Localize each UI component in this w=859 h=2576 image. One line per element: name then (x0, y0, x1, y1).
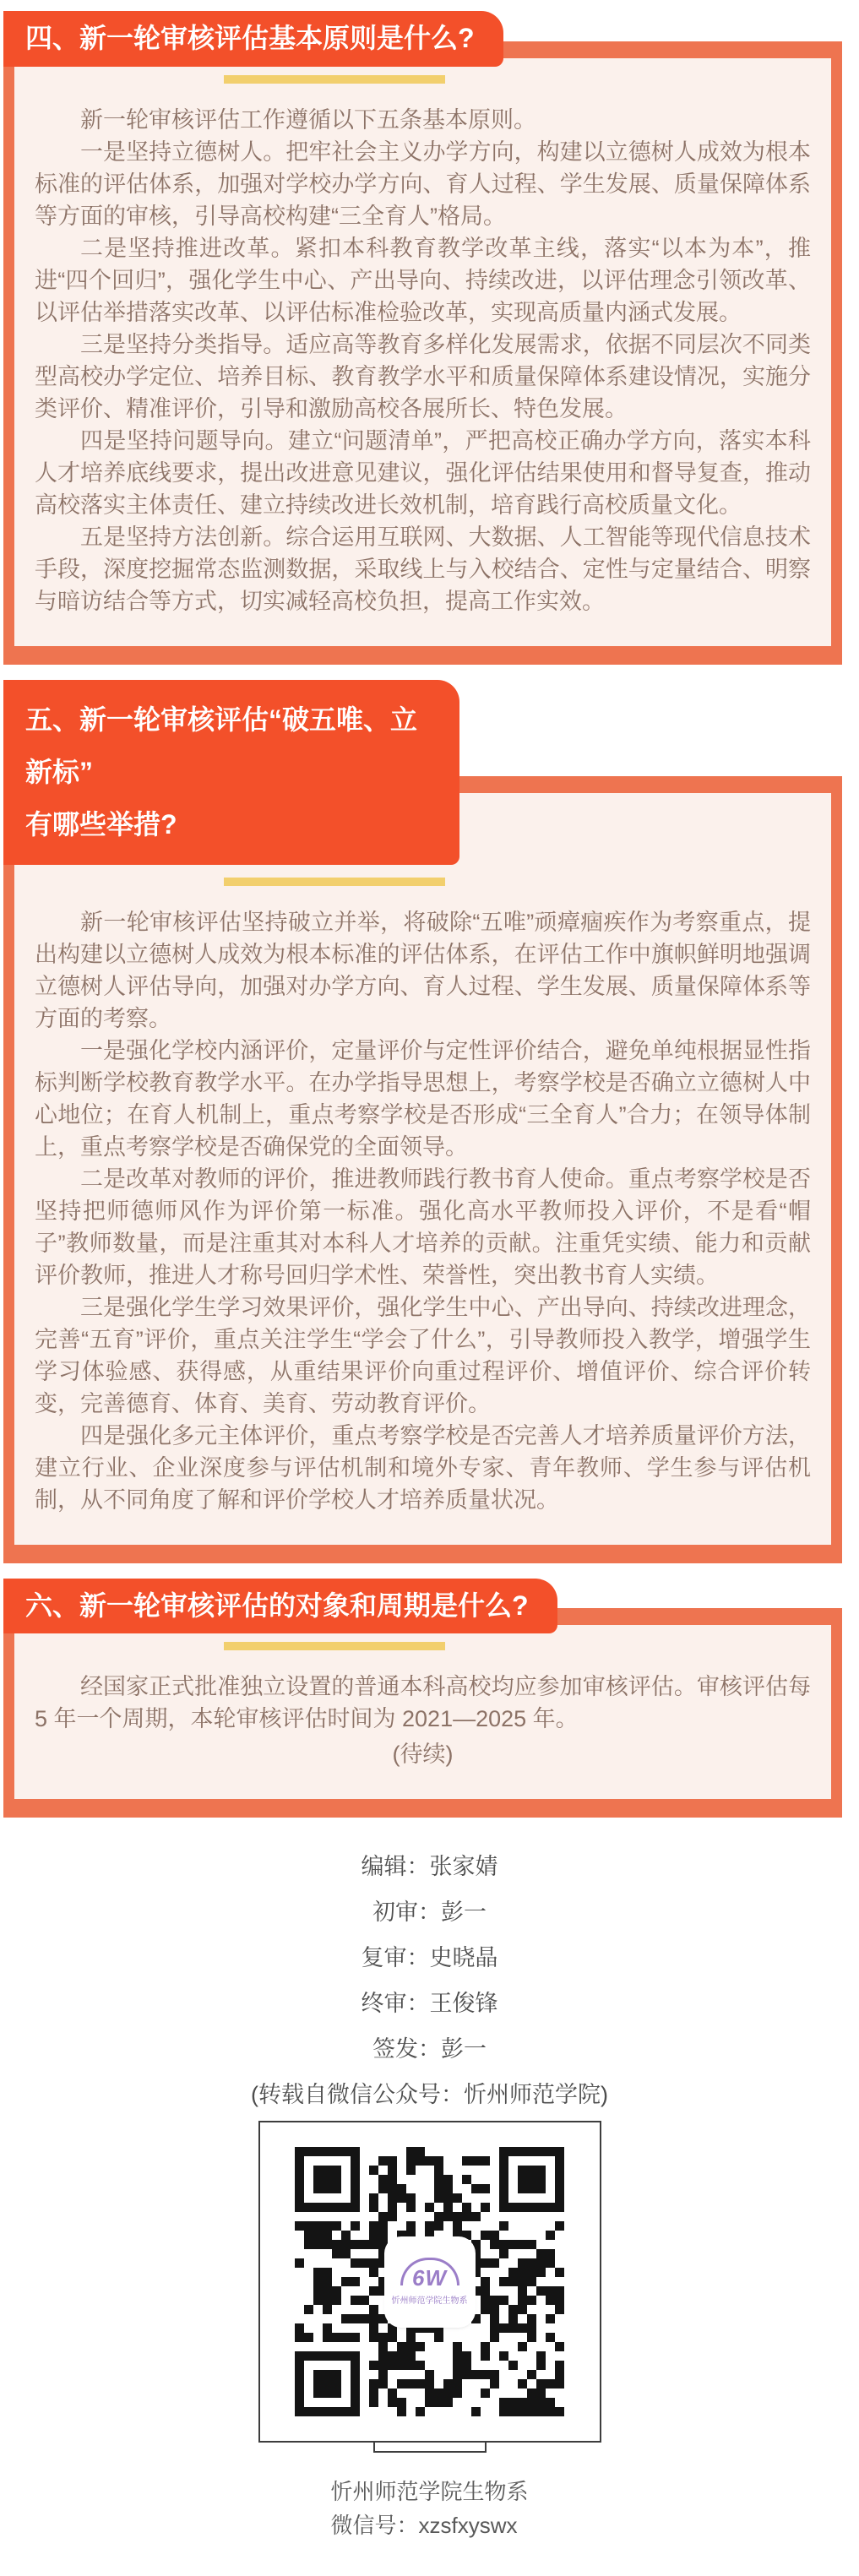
qr-notch (373, 2441, 487, 2453)
paragraph: 五是坚持方法创新。综合运用互联网、大数据、人工智能等现代信息技术手段，深度挖掘常态监测数据，采取线上与入校结合、定性与定量结合、明察与暗访结合等方式，切实减轻高校负担，提高工作实效。 (35, 524, 811, 614)
paragraph: 一是强化学校内涵评价，定量评价与定性评价结合，避免单纯根据显性指标判断学校教育教学水平。在办学指导思想上，考察学校是否确立立德树人中心地位；在育人机制上，重点考察学校是否形成“三全育人”合力；在领导体制上，重点考察学校是否确保党的全面领导。 (35, 1037, 811, 1160)
accent-bar (224, 1642, 445, 1650)
credit-line-first-review: 初审：彭一 (372, 1899, 487, 1926)
accent-bar (224, 75, 445, 84)
credit-line-final-review: 终审：王俊锋 (361, 1991, 498, 2017)
section-six (3, 1579, 842, 1818)
paragraph: 二是改革对教师的评价，推进教师践行教书育人使命。重点考察学校是否坚持把师德师风作为评价第一标准。强化高水平教师投入评价，不是看“帽子”教师数量，而是注重其对本科人才培养的贡献。注重凭实绩、能力和贡献评价教师，推进人才称号回归学术性、荣誉性，突出教书育人实绩。 (35, 1166, 811, 1288)
paragraph: 三是强化学生学习效果评价，强化学生中心、产出导向、持续改进理念，完善“五育”评价，重点关注学生“学会了什么”，引导教师投入教学，增强学生学习体验感、获得感，从重结果评价向重过程评价、增值评价、综合评价转变，完善德育、体育、美育、劳动教育评价。 (35, 1294, 811, 1416)
qr-code (291, 2143, 568, 2421)
section-six-tab-row (3, 1579, 842, 1634)
paragraph: 一是坚持立德树人。把牢社会主义办学方向，构建以立德树人成效为根本标准的评估体系，加强对学校办学方向、育人过程、学生发展、质量保障体系等方面的审核，引导高校构建“三全育人”格局。 (35, 139, 811, 229)
logo-arc-icon (400, 2258, 459, 2285)
to-be-continued-note: (待续) (392, 1742, 454, 1768)
repost-source-note: (转载自微信公众号：忻州师范学院) (251, 2082, 608, 2108)
credits-block (0, 1848, 859, 2109)
section-four-title: 四、新一轮审核评估基本原则是什么? (3, 11, 503, 67)
paragraph: 新一轮审核评估工作遵循以下五条基本原则。 (80, 106, 536, 133)
section-five-tab-row (3, 680, 842, 865)
paragraph: 三是坚持分类指导。适应高等教育多样化发展需求，依据不同层次不同类型高校办学定位、培养目标、教育教学水平和质量保障体系建设情况，实施分类评价、精准评价，引导和激励高校各展所长、特色发展。 (35, 331, 811, 421)
section-five-title-line1: 五、新一轮审核评估“破五唯、立新标” (25, 704, 418, 787)
section-five-title-line2: 有哪些举措? (25, 809, 177, 840)
section-four-panel (3, 41, 842, 665)
paragraph: 新一轮审核评估坚持破立并举，将破除“五唯”顽瘴痼疾作为考察重点，提出构建以立德树人成效为根本标准的评估体系，在评估工作中旗帜鲜明地强调立德树人评估导向，加强对办学方向、育人过程、学生发展、质量保障体系等方面的考察。 (35, 909, 811, 1031)
section-six-panel (3, 1608, 842, 1818)
footer-caption (0, 2475, 859, 2542)
qr-code-frame (258, 2121, 601, 2443)
section-four-tab-row (3, 11, 842, 67)
account-name: 忻州师范学院生物系 (330, 2479, 529, 2505)
credit-line-editor: 编辑：张家婧 (361, 1854, 498, 1880)
section-five (3, 680, 842, 1563)
section-four-content (14, 58, 831, 646)
section-six-content (14, 1625, 831, 1799)
wechat-id: 微信号：xzsfxyswx (330, 2513, 518, 2539)
accent-bar (224, 878, 445, 886)
paragraph: 二是坚持推进改革。紧扣本科教育教学改革主线，落实“以本为本”，推进“四个回归”，强化学生中心、产出导向、持续改进，以评估理念引领改革、以评估举措落实改革、以评估标准检验改革，实现高质量内涵式发展。 (35, 235, 811, 325)
paragraph: 四是强化多元主体评价，重点考察学校是否完善人才培养质量评价方法，建立行业、企业深度参与评估机制和境外专家、青年教师、学生参与评估机制，从不同角度了解和评价学校人才培养质量状况。 (35, 1422, 811, 1513)
paragraph: 四是坚持问题导向。建立“问题清单”，严把高校正确办学方向，落实本科人才培养底线要求，提出改进意见建议，强化评估结果使用和督导复查，推动高校落实主体责任、建立持续改进长效机制，培育践行高校质量文化。 (35, 427, 811, 518)
credit-line-issuer: 签发：彭一 (372, 2036, 487, 2062)
logo-mark: 6W (412, 2265, 447, 2291)
paragraph: 经国家正式批准独立设置的普通本科高校均应参加审核评估。审核评估每 5 年一个周期，本轮审核评估时间为 2021—2025 年。 (35, 1674, 811, 1732)
section-five-content (14, 793, 831, 1545)
section-six-title: 六、新一轮审核评估的对象和周期是什么? (3, 1579, 557, 1634)
qr-center-logo (388, 2240, 472, 2324)
credit-line-second-review: 复审：史晓晶 (361, 1945, 498, 1971)
logo-caption: 忻州师范学院生物系 (391, 2296, 468, 2307)
section-four (3, 11, 842, 665)
section-five-panel (3, 776, 842, 1563)
section-five-title (3, 680, 459, 865)
